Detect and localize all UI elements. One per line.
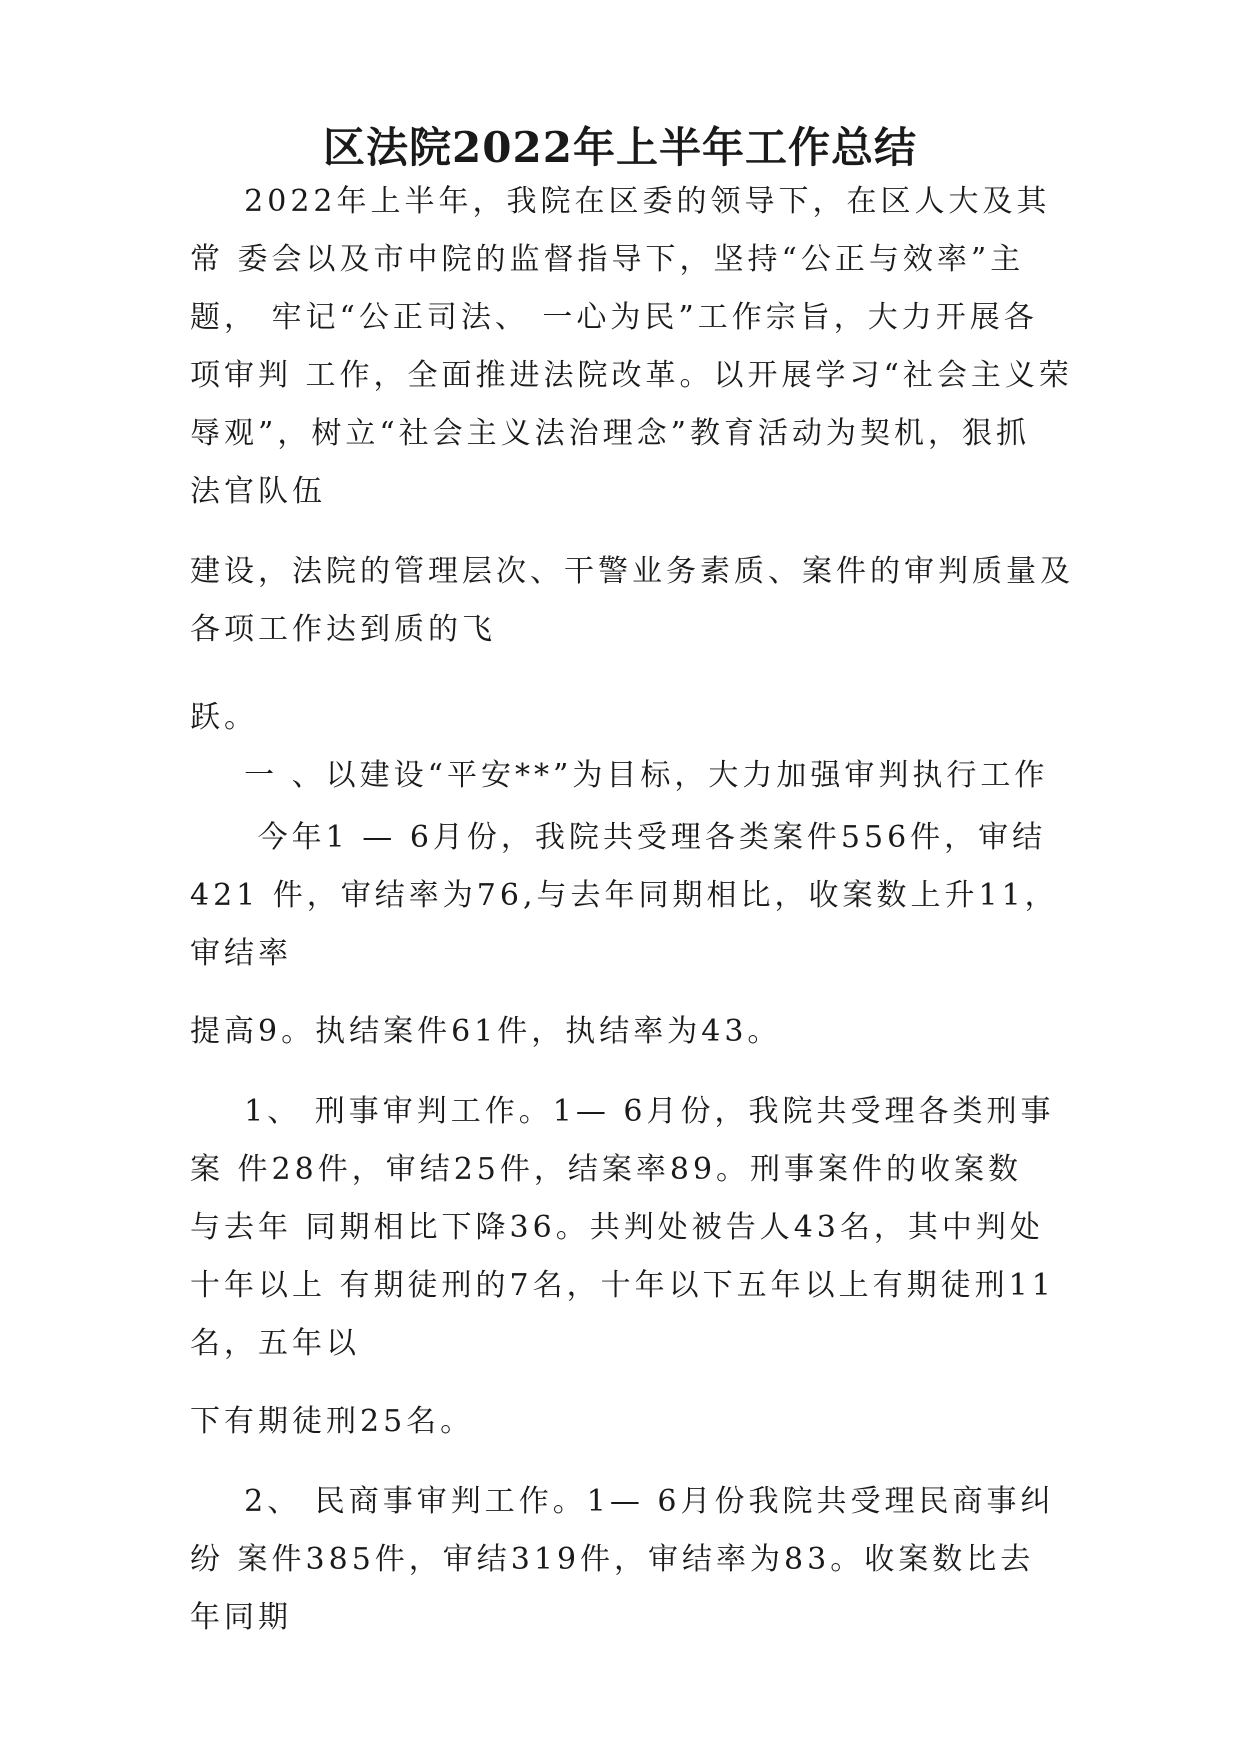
- body-line: 名，五年以: [190, 1326, 360, 1361]
- body-line: 提高9。执结案件61件，执结率为43。: [190, 1014, 782, 1049]
- body-line: 各项工作达到质的飞: [190, 612, 496, 647]
- body-line: 2、 民商事审判工作。1— 6月份我院共受理民商事纠: [190, 1484, 1055, 1519]
- body-line: 2022年上半年，我院在区委的领导下，在区人大及其: [190, 184, 1051, 219]
- document-title: 区法院2022年上半年工作总结: [323, 123, 917, 172]
- body-line: 题， 牢记“公正司法、 一心为民”工作宗旨，大力开展各: [190, 300, 1038, 335]
- body-line: 421 件，审结率为76,与去年同期相比，收案数上升11，: [190, 878, 1059, 913]
- body-line: 常 委会以及市中院的监督指导下，坚持“公正与效率”主: [190, 242, 1025, 277]
- body-line: 今年1 — 6月份，我院共受理各类案件556件，审结: [190, 820, 1047, 855]
- section-heading: 一 、以建设“平安**”为目标，大力加强审判执行工作: [190, 758, 1049, 793]
- body-line: 1、 刑事审判工作。1— 6月份，我院共受理各类刑事: [190, 1094, 1055, 1129]
- body-line: 项审判 工作，全面推进法院改革。以开展学习“社会主义荣: [190, 358, 1073, 393]
- body-line: 审结率: [190, 936, 292, 971]
- body-line: 跃。: [190, 700, 258, 735]
- body-line: 纷 案件385件，审结319件，审结率为83。收案数比去: [190, 1542, 1035, 1577]
- body-line: 与去年 同期相比下降36。共判处被告人43名，其中判处: [190, 1210, 1044, 1245]
- body-line: 辱观”，树立“社会主义法治理念”教育活动为契机，狠抓: [190, 416, 1031, 451]
- body-line: 案 件28件，审结25件，结案率89。刑事案件的收案数: [190, 1152, 1023, 1187]
- body-line: 建设，法院的管理层次、干警业务素质、案件的审判质量及: [190, 554, 1074, 589]
- body-line: 法官队伍: [190, 474, 326, 509]
- body-line: 下有期徒刑25名。: [190, 1404, 475, 1439]
- body-line: 年同期: [190, 1600, 292, 1635]
- body-line: 十年以上 有期徒刑的7名，十年以下五年以上有期徒刑11: [190, 1268, 1055, 1303]
